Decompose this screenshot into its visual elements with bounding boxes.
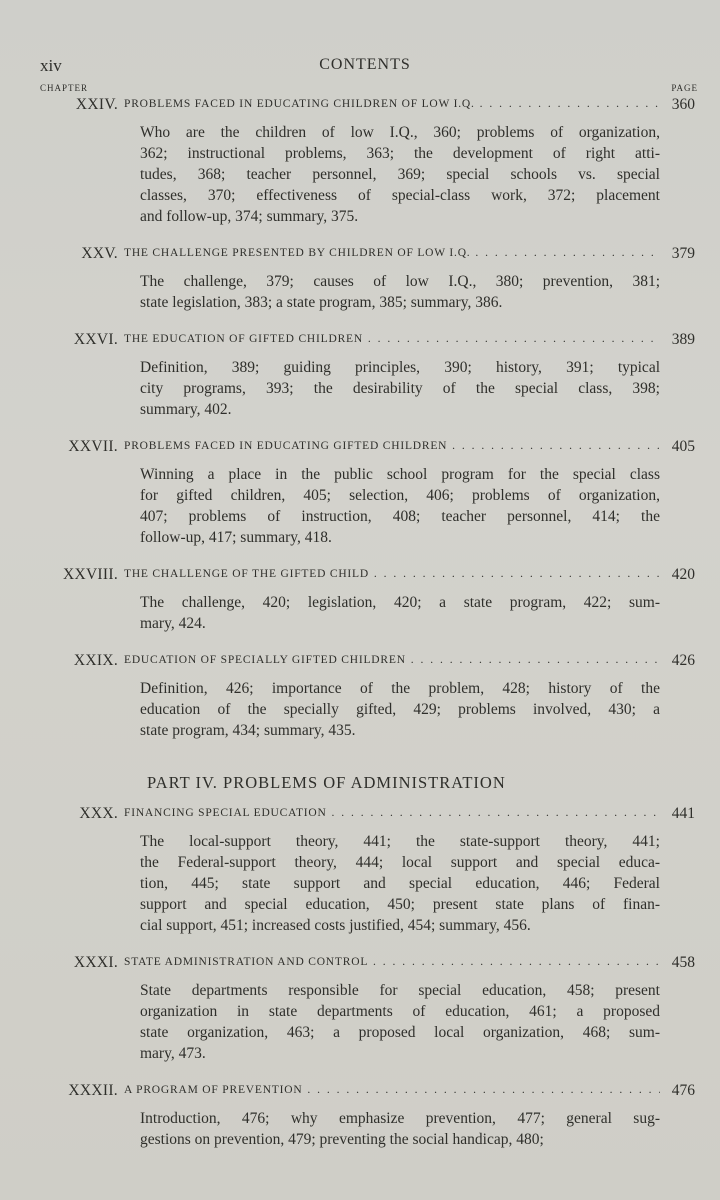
summary-line: Introduction, 476; why emphasize prevention, 477; general sug- [140, 1110, 660, 1127]
summary-line: state program, 434; summary, 435. [140, 722, 356, 739]
chapter-numeral: XXXI. [73, 954, 118, 971]
chapter-page-number: 426 [671, 652, 695, 669]
summary-line: Winning a place in the public school program for the special class [140, 466, 660, 483]
chapter-numeral: XXIV. [75, 96, 118, 113]
chapter-title: FINANCING SPECIAL EDUCATION . . . [124, 807, 660, 819]
summary-line: state organization, 463; a proposed local organization, 468; sum- [140, 1024, 660, 1041]
toc-entry-heading [0, 96, 720, 122]
summary-line: The challenge, 379; causes of low I.Q., 380; prevention, 381; [140, 273, 660, 290]
chapter-page-number: 476 [671, 1082, 695, 1099]
chapter-summary [140, 271, 660, 313]
toc-entry-heading [0, 245, 720, 271]
page-column-label: PAGE [671, 83, 698, 93]
toc-entry-heading [0, 566, 720, 592]
summary-line: gestions on prevention, 479; preventing the social handicap, 480; [140, 1131, 544, 1148]
summary-line: education of the specially gifted, 429; problems involved, 430; a [140, 701, 660, 718]
chapter-numeral: XXV. [81, 245, 118, 262]
page-header [40, 56, 690, 82]
chapter-title: STATE ADMINISTRATION AND CONTROL . . . [124, 956, 660, 968]
summary-line: and follow-up, 374; summary, 375. [140, 208, 359, 225]
toc-entry [0, 1082, 720, 1168]
chapter-page-number: 458 [671, 954, 695, 971]
toc-entry [0, 805, 720, 954]
chapter-numeral: XXXII. [68, 1082, 118, 1099]
summary-line: classes, 370; effectiveness of special-class work, 372; placement [140, 187, 660, 204]
summary-line: 407; problems of instruction, 408; teacher personnel, 414; the [140, 508, 660, 525]
summary-line: Who are the children of low I.Q., 360; problems of organization, [140, 124, 660, 141]
summary-line: organization in state departments of education, 461; a proposed [140, 1003, 660, 1020]
chapter-summary [140, 831, 660, 936]
summary-line: mary, 473. [140, 1045, 206, 1062]
summary-line: mary, 424. [140, 615, 206, 632]
chapter-title: THE CHALLENGE OF THE GIFTED CHILD . . . [124, 568, 660, 580]
summary-line: Definition, 426; importance of the problem, 428; history of the [140, 680, 660, 697]
chapter-numeral: XXIX. [73, 652, 118, 669]
chapter-numeral: XXVIII. [62, 566, 118, 583]
chapter-column-label: CHAPTER [40, 83, 89, 93]
toc-entry [0, 438, 720, 566]
chapter-title: PROBLEMS FACED IN EDUCATING CHILDREN OF LOW I.Q. . . . [124, 98, 660, 110]
toc-entry [0, 96, 720, 245]
chapter-summary [140, 980, 660, 1064]
contents-list [0, 96, 720, 1168]
chapter-page-number: 405 [671, 438, 695, 455]
summary-line: The challenge, 420; legislation, 420; a state program, 422; sum- [140, 594, 660, 611]
chapter-title: PROBLEMS FACED IN EDUCATING GIFTED CHILDREN . . . [124, 440, 660, 452]
summary-line: State departments responsible for special education, 458; present [140, 982, 660, 999]
summary-line: city programs, 393; the desirability of the special class, 398; [140, 380, 660, 397]
summary-line: The local-support theory, 441; the state-support theory, 441; [140, 833, 660, 850]
summary-line: Definition, 389; guiding principles, 390; history, 391; typical [140, 359, 660, 376]
toc-entry-heading [0, 1082, 720, 1108]
toc-entry-heading [0, 954, 720, 980]
chapter-summary [140, 122, 660, 227]
chapter-summary [140, 357, 660, 420]
chapter-page-number: 360 [671, 96, 695, 113]
summary-line: summary, 402. [140, 401, 232, 418]
summary-line: the Federal-support theory, 444; local support and special educa- [140, 854, 660, 871]
toc-entry [0, 954, 720, 1082]
chapter-title: THE CHALLENGE PRESENTED BY CHILDREN OF LOW I.Q. . . . [124, 247, 660, 259]
toc-entry [0, 566, 720, 652]
part-heading: PART IV. PROBLEMS OF ADMINISTRATION [147, 773, 506, 792]
summary-line: tion, 445; state support and special education, 446; Federal [140, 875, 660, 892]
chapter-page-number: 389 [671, 331, 695, 348]
chapter-title: EDUCATION OF SPECIALLY GIFTED CHILDREN . . . [124, 654, 660, 666]
summary-line: cial support, 451; increased costs justified, 454; summary, 456. [140, 917, 531, 934]
toc-entry [0, 652, 720, 759]
chapter-numeral: XXVI. [73, 331, 118, 348]
toc-entry-heading [0, 331, 720, 357]
toc-entry-heading [0, 652, 720, 678]
toc-entry-heading [0, 805, 720, 831]
chapter-page-number: 379 [671, 245, 695, 262]
page-number: xiv [40, 56, 62, 75]
chapter-page-number: 441 [671, 805, 695, 822]
toc-entry [0, 245, 720, 331]
chapter-title: A PROGRAM OF PREVENTION . . . [124, 1084, 660, 1096]
summary-line: follow-up, 417; summary, 418. [140, 529, 332, 546]
toc-entry [0, 331, 720, 438]
chapter-summary [140, 1108, 660, 1150]
summary-line: for gifted children, 405; selection, 406; problems of organization, [140, 487, 660, 504]
chapter-page-number: 420 [671, 566, 695, 583]
chapter-summary [140, 464, 660, 548]
summary-line: tudes, 368; teacher personnel, 369; special schools vs. special [140, 166, 660, 183]
chapter-title: THE EDUCATION OF GIFTED CHILDREN . . . [124, 333, 660, 345]
chapter-numeral: XXVII. [68, 438, 118, 455]
chapter-numeral: XXX. [79, 805, 118, 822]
summary-line: 362; instructional problems, 363; the development of right atti- [140, 145, 660, 162]
summary-line: state legislation, 383; a state program, 385; summary, 386. [140, 294, 503, 311]
summary-line: support and special education, 450; present state plans of finan- [140, 896, 660, 913]
toc-entry-heading [0, 438, 720, 464]
chapter-summary [140, 592, 660, 634]
chapter-summary [140, 678, 660, 741]
running-title: CONTENTS [319, 56, 411, 73]
